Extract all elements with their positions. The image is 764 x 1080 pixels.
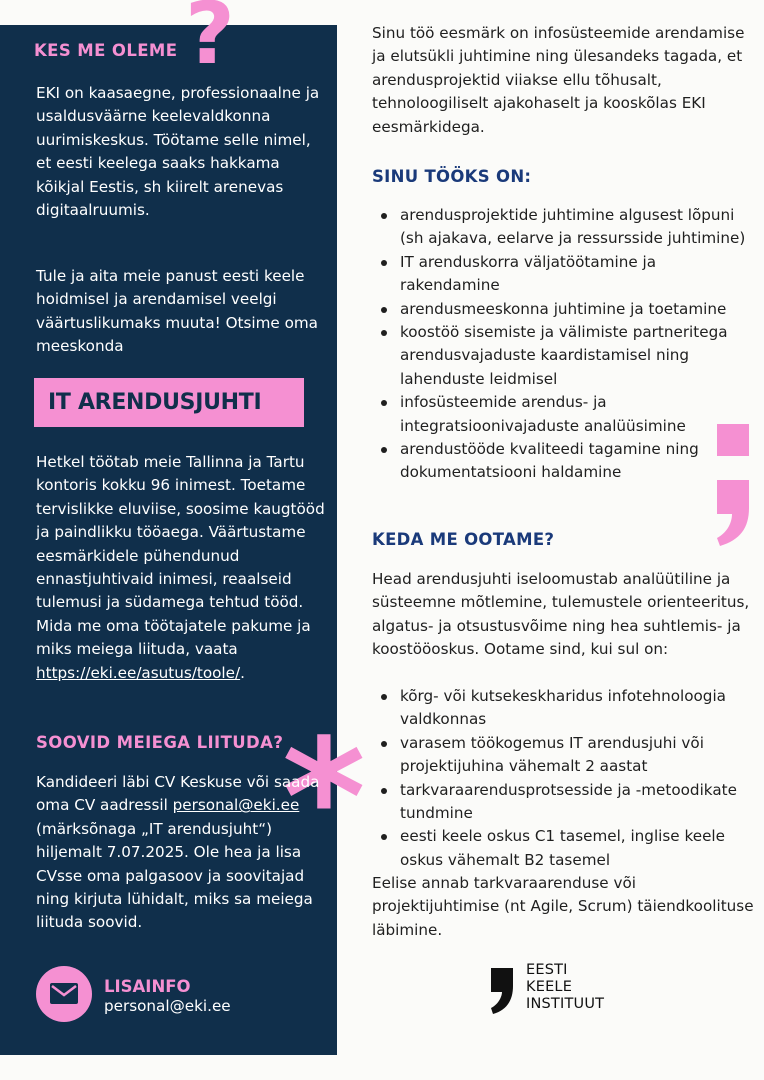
list-item: koostöö sisemiste ja välimiste partneritega arendusvajaduste kaardistamisel ning lahenduste leidmisel xyxy=(372,321,757,391)
apply-paragraph: Kandideeri läbi CV Keskuse või saada oma CV aadressil personal@eki.ee (märksõnaga „IT arendusjuht“) hiljemalt 7.07.2025. Ole hea ja lisa CVsse oma palgasoov ja soovitajad ning kirjuta lühidalt, miks sa meiega liituda soovid. xyxy=(36,773,320,932)
semicolon-dot-shape xyxy=(717,424,749,456)
eki-logo-icon xyxy=(489,966,517,1016)
goal-paragraph: Sinu töö eesmärk on infosüsteemide arendamise ja elutsükli juhtimine ning ülesandeks tagada, et arendusprojektid viiakse ellu tõhusalt, tehnoloogiliselt ajakohaselt ja kooskõlas EKI eesmärkidega. xyxy=(372,24,745,136)
list-item: arendustööde kvaliteedi tagamine ning dokumentatsiooni haldamine xyxy=(372,438,757,485)
eki-logo-text: EESTI KEELE INSTITUUT xyxy=(526,962,605,1012)
requirements-list xyxy=(372,685,757,872)
list-item: IT arenduskorra väljatöötamine ja rakendamine xyxy=(372,251,757,298)
job-title-banner: IT ARENDUSJUHTI xyxy=(34,378,304,427)
heading-join-us: SOOVID MEIEGA LIITUDA? xyxy=(36,733,284,752)
heading-who-we-expect: KEDA ME OOTAME? xyxy=(372,530,555,549)
intro-paragraph-2: Tule ja aita meie panust eesti keele hoidmisel ja arendamisel veelgi väärtuslikumaks muuta! Otsime oma meeskonda xyxy=(36,267,318,356)
list-item: arendusprojektide juhtimine algusest lõpuni (sh ajakava, eelarve ja ressursside juhtimine) xyxy=(372,204,757,251)
list-item: eesti keele oskus C1 tasemel, inglise keele oskus vähemalt B2 tasemel xyxy=(372,825,757,872)
heading-who-we-are: KES ME OLEME xyxy=(34,41,178,60)
more-info-email[interactable]: personal@eki.ee xyxy=(104,997,231,1015)
left-panel xyxy=(0,0,366,1055)
list-item: kõrg- või kutsekeskharidus infotehnoloogia valdkonnas xyxy=(372,685,757,732)
about-paragraph: Hetkel töötab meie Tallinna ja Tartu kontoris kokku 96 inimest. Toetame tervislikke eluviise, soosime kaugtööd ja paindlikku tööaega. Väärtustame eesmärkidele pühendunud ennastjuhtivaid inimesi, reaalseid tulemusi ja südamega tehtud tööd. Mida me oma töötajatele pakume ja miks meiega liituda, vaata https://eki.ee/asutus/toole/. xyxy=(36,453,325,682)
expectations-paragraph: Head arendusjuhti iseloomustab analüütiline ja süsteemne mõtlemine, tulemustele orienteeritus, algatus- ja otsustusvõime ning hea suhtlemis- ja koostööoskus. Ootame sind, kui sul on: xyxy=(372,570,750,659)
question-mark-icon: ? xyxy=(185,0,235,84)
asterisk-icon: * xyxy=(282,704,366,891)
more-info-title: LISAINFO xyxy=(104,977,191,996)
list-item: infosüsteemide arendus- ja integratsioonivajaduste analüüsimine xyxy=(372,391,757,438)
mail-icon xyxy=(36,966,92,1022)
semicolon-comma-icon xyxy=(712,478,752,548)
list-item: varasem töökogemus IT arendusjuhi või projektijuhina vähemalt 2 aastat xyxy=(372,732,757,779)
tasks-list xyxy=(372,204,757,485)
list-item: tarkvaraarendusprotsesside ja -metoodikate tundmine xyxy=(372,779,757,826)
heading-tasks: SINU TÖÖKS ON: xyxy=(372,167,532,186)
careers-link[interactable]: https://eki.ee/asutus/toole/ xyxy=(36,663,241,682)
list-item: arendusmeeskonna juhtimine ja toetamine xyxy=(372,298,757,321)
intro-paragraph: EKI on kaasaegne, professionaalne ja usaldusväärne keelevaldkonna uurimiskeskus. Töötame selle nimel, et eesti keelega saaks hakkama kõikjal Eestis, sh kiirelt arenevas digitaalruumis. xyxy=(36,84,320,220)
advantage-paragraph: Eelise annab tarkvaraarenduse või projektijuhtimise (nt Agile, Scrum) täiendkoolituse läbimine. xyxy=(372,874,754,939)
email-link[interactable]: personal@eki.ee xyxy=(172,796,300,815)
